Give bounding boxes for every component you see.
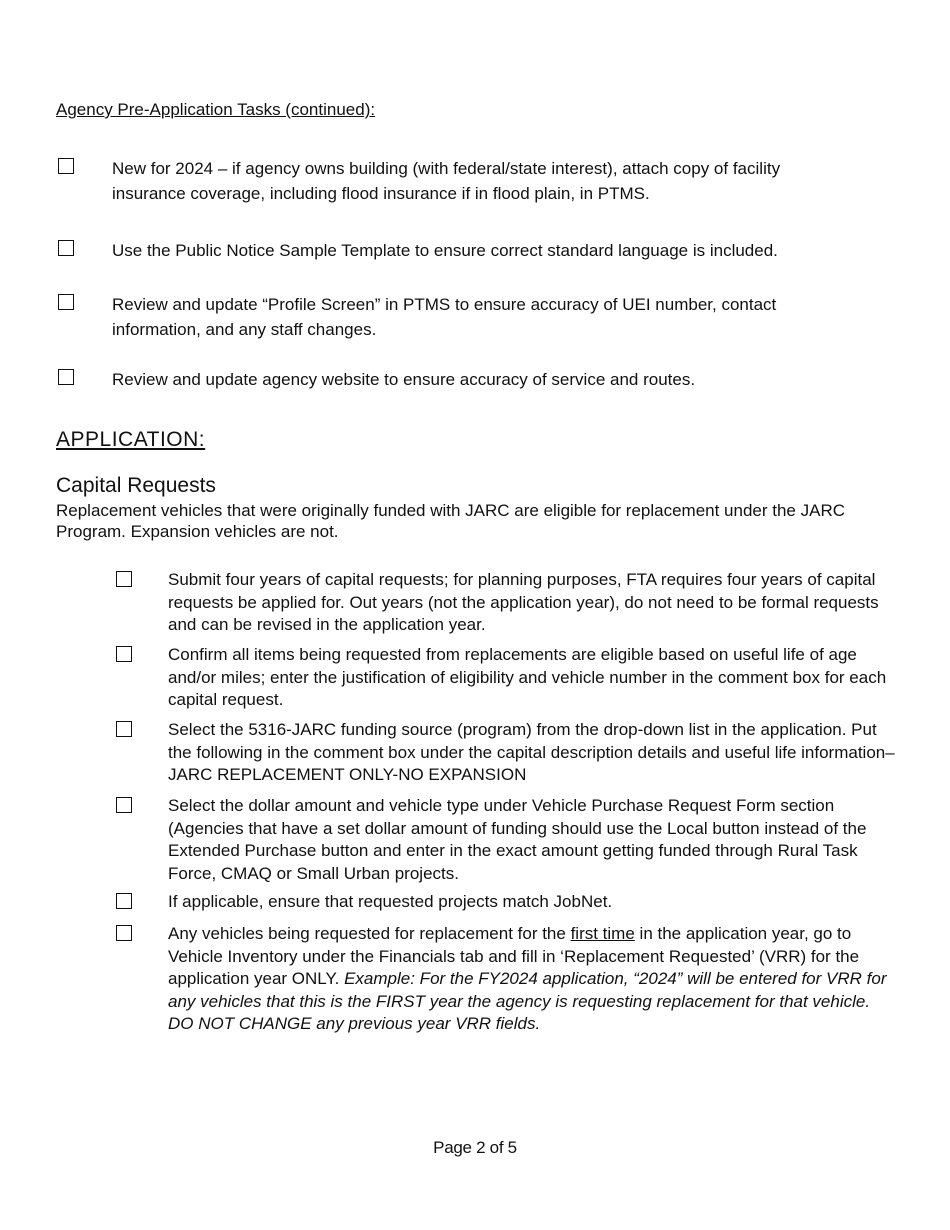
checkbox[interactable] <box>116 893 132 909</box>
task-text: Review and update “Profile Screen” in PTMS to ensure accuracy of UEI number, contact information, and any staff changes. <box>112 295 777 339</box>
example-italic-text: Example: For the FY2024 application, “2024” will be entered for VRR for any vehicles that this is the FIRST year the agency is requesting replacement for that vehicle. DO NOT CHANGE any previous year VRR fields. <box>168 969 887 1033</box>
task-text <box>168 923 898 1036</box>
task-text: Select the 5316-JARC funding source (program) from the drop-down list in the application. Put the following in the comment box under the capital description details and useful life information– JARC REPLACEMENT ONLY-NO EXPANSION <box>168 720 895 784</box>
capital-requests-intro: Replacement vehicles that were originally funded with JARC are eligible for replacement under the JARC Program. Expansion vehicles are not. <box>56 501 846 541</box>
application-heading: APPLICATION: <box>56 428 206 451</box>
checkbox[interactable] <box>116 646 132 662</box>
checkbox[interactable] <box>58 158 74 174</box>
checkbox[interactable] <box>58 240 74 256</box>
checkbox[interactable] <box>116 797 132 813</box>
checkbox[interactable] <box>116 721 132 737</box>
checkbox[interactable] <box>116 925 132 941</box>
pre-application-heading: Agency Pre-Application Tasks (continued): <box>56 100 376 119</box>
checkbox[interactable] <box>58 369 74 385</box>
task-text: Confirm all items being requested from replacements are eligible based on useful life of age and/or miles; enter the justification of eligibility and vehicle number in the comment box for each capital request. <box>168 645 887 709</box>
first-time-underlined: first time <box>570 924 635 943</box>
task-text: Submit four years of capital requests; for planning purposes, FTA requires four years of capital requests be applied for. Out years (not the application year), do not need to be formal requests and can be revised in the application year. <box>168 570 879 634</box>
task-text: New for 2024 – if agency owns building (with federal/state interest), attach copy of facility insurance coverage, including flood insurance if in flood plain, in PTMS. <box>112 159 781 203</box>
task-text: Use the Public Notice Sample Template to ensure correct standard language is included. <box>112 241 778 260</box>
task-text: If applicable, ensure that requested projects match JobNet. <box>168 892 613 911</box>
task-text: Select the dollar amount and vehicle type under Vehicle Purchase Request Form section (Agencies that have a set dollar amount of funding should use the Local button instead of the Extended Purchase button and enter in the exact amount getting funded through Rural Task Force, CMAQ or Small Urban projects. <box>168 796 867 883</box>
checkbox[interactable] <box>58 294 74 310</box>
checkbox[interactable] <box>116 571 132 587</box>
task-text: Review and update agency website to ensure accuracy of service and routes. <box>112 370 696 389</box>
capital-requests-title: Capital Requests <box>56 474 216 497</box>
task-text-part2: in the application year, go to Vehicle Inventory under the Financials tab and fill in ‘Replacement Requested’ (VRR) for the application year ONLY. <box>168 924 860 988</box>
page-number: Page 2 of 5 <box>433 1138 517 1157</box>
task-text-part1: Any vehicles being requested for replacement for the <box>168 924 571 943</box>
